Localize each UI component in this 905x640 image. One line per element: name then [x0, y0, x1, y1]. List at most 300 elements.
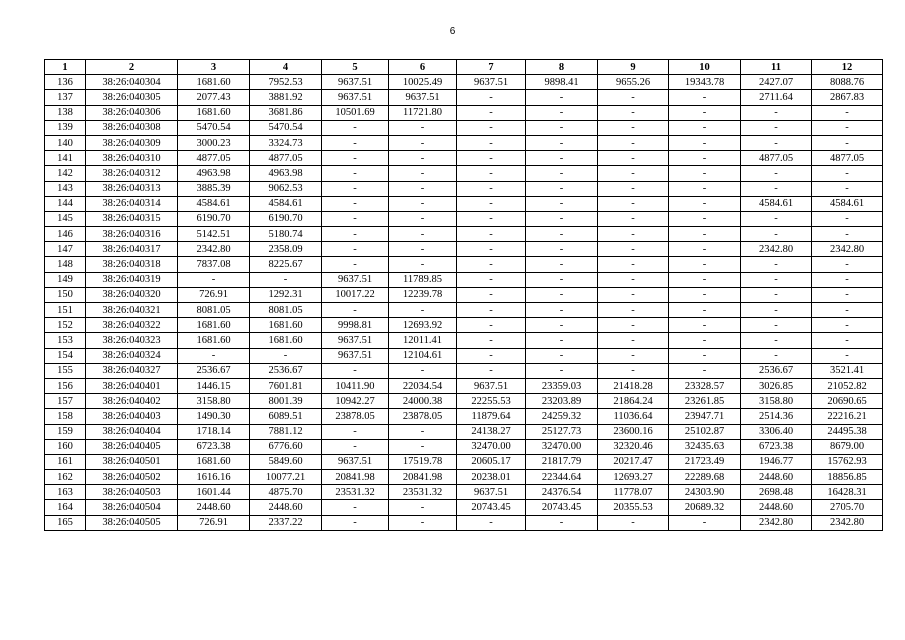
table-cell: 3306.40 [741, 424, 812, 439]
table-cell: 12011.41 [389, 333, 457, 348]
table-cell: - [389, 120, 457, 135]
table-cell: - [457, 242, 526, 257]
table-cell: 22255.53 [457, 394, 526, 409]
table-cell: - [526, 272, 598, 287]
table-cell: - [598, 120, 669, 135]
table-row [45, 485, 883, 500]
table-cell: 161 [45, 454, 86, 469]
table-cell: 157 [45, 394, 86, 409]
table-cell: 145 [45, 211, 86, 226]
table-cell: 6723.38 [178, 439, 250, 454]
table-cell: - [178, 348, 250, 363]
column-header-1: 1 [45, 60, 86, 75]
table-cell: 3158.80 [178, 394, 250, 409]
table-cell: - [457, 196, 526, 211]
table-cell: 9898.41 [526, 75, 598, 90]
table-cell: 23878.05 [389, 409, 457, 424]
table-cell: - [322, 424, 389, 439]
table-cell: - [669, 151, 741, 166]
table-cell: 38:26:040405 [86, 439, 178, 454]
table-cell: 8088.76 [812, 75, 883, 90]
table-cell: 164 [45, 500, 86, 515]
table-cell: 38:26:040504 [86, 500, 178, 515]
table-cell: 20743.45 [526, 500, 598, 515]
table-cell: 32435.63 [669, 439, 741, 454]
table-cell: - [741, 333, 812, 348]
table-cell: 2427.07 [741, 75, 812, 90]
table-cell: 20238.01 [457, 470, 526, 485]
table-cell: - [812, 181, 883, 196]
table-cell: - [741, 181, 812, 196]
table-cell: - [389, 135, 457, 150]
table-cell: 5470.54 [178, 120, 250, 135]
table-cell: - [526, 166, 598, 181]
table-cell: - [741, 303, 812, 318]
table-cell: 38:26:040315 [86, 211, 178, 226]
table-cell: 11778.07 [598, 485, 669, 500]
table-cell: 2342.80 [178, 242, 250, 257]
table-cell: 156 [45, 378, 86, 393]
table-cell: 25102.87 [669, 424, 741, 439]
table-cell: 38:26:040321 [86, 303, 178, 318]
table-cell: - [812, 318, 883, 333]
table-cell: - [669, 166, 741, 181]
table-row [45, 515, 883, 530]
table-cell: 2867.83 [812, 90, 883, 105]
table-cell: 38:26:040503 [86, 485, 178, 500]
column-header-6: 6 [389, 60, 457, 75]
table-cell: - [598, 211, 669, 226]
table-cell: 146 [45, 227, 86, 242]
table-cell: 17519.78 [389, 454, 457, 469]
table-cell: 11721.80 [389, 105, 457, 120]
table-cell: - [526, 515, 598, 530]
table-cell: 9637.51 [322, 348, 389, 363]
table-cell: 10501.69 [322, 105, 389, 120]
table-cell: 22289.68 [669, 470, 741, 485]
table-row [45, 303, 883, 318]
table-cell: 38:26:040324 [86, 348, 178, 363]
table-cell: - [457, 135, 526, 150]
table-cell: - [669, 211, 741, 226]
table-cell: 9637.51 [457, 485, 526, 500]
table-cell: - [526, 135, 598, 150]
table-cell: - [457, 515, 526, 530]
table-cell: 38:26:040505 [86, 515, 178, 530]
table-cell: 1946.77 [741, 454, 812, 469]
table-cell: 2342.80 [812, 242, 883, 257]
table-cell: - [669, 227, 741, 242]
table-cell: - [741, 272, 812, 287]
table-cell: 16428.31 [812, 485, 883, 500]
table-cell: - [812, 120, 883, 135]
table-cell: 3000.23 [178, 135, 250, 150]
table-cell: 20605.17 [457, 454, 526, 469]
table-cell: - [389, 424, 457, 439]
table-cell: 1616.16 [178, 470, 250, 485]
table-cell: - [389, 515, 457, 530]
table-cell: 159 [45, 424, 86, 439]
data-table [44, 59, 883, 531]
column-header-8: 8 [526, 60, 598, 75]
table-cell: - [812, 257, 883, 272]
table-cell: 23878.05 [322, 409, 389, 424]
table-cell: 23359.03 [526, 378, 598, 393]
table-cell: 144 [45, 196, 86, 211]
table-row [45, 151, 883, 166]
table-cell: - [598, 151, 669, 166]
table-cell: - [457, 318, 526, 333]
table-cell: 2077.43 [178, 90, 250, 105]
table-cell: 4584.61 [178, 196, 250, 211]
table-cell: 22034.54 [389, 378, 457, 393]
table-cell: 4963.98 [250, 166, 322, 181]
table-row [45, 470, 883, 485]
table-cell: 38:26:040502 [86, 470, 178, 485]
table-cell: 23531.32 [389, 485, 457, 500]
table-cell: 726.91 [178, 515, 250, 530]
table-cell: - [457, 90, 526, 105]
table-cell: - [526, 151, 598, 166]
table-cell: - [669, 120, 741, 135]
table-cell: 19343.78 [669, 75, 741, 90]
table-cell: 1601.44 [178, 485, 250, 500]
table-cell: - [741, 135, 812, 150]
table-cell: - [389, 166, 457, 181]
table-cell: - [669, 348, 741, 363]
table-cell: - [322, 439, 389, 454]
table-cell: 21817.79 [526, 454, 598, 469]
table-cell: 1681.60 [178, 318, 250, 333]
table-cell: 9637.51 [322, 90, 389, 105]
table-cell: 1681.60 [178, 333, 250, 348]
table-cell: 6776.60 [250, 439, 322, 454]
table-cell: 20355.53 [598, 500, 669, 515]
table-row [45, 439, 883, 454]
table-cell: 5142.51 [178, 227, 250, 242]
table-cell: - [457, 105, 526, 120]
table-cell: - [669, 105, 741, 120]
table-cell: - [322, 196, 389, 211]
table-cell: 22344.64 [526, 470, 598, 485]
table-cell: - [389, 242, 457, 257]
table-cell: - [598, 303, 669, 318]
table-cell: 4877.05 [178, 151, 250, 166]
table-cell: - [457, 333, 526, 348]
table-row [45, 75, 883, 90]
table-cell: 158 [45, 409, 86, 424]
table-cell: - [812, 272, 883, 287]
table-cell: 23600.16 [598, 424, 669, 439]
table-cell: 20743.45 [457, 500, 526, 515]
table-cell: 3521.41 [812, 363, 883, 378]
table-cell: - [526, 363, 598, 378]
table-cell: - [389, 196, 457, 211]
table-cell: - [598, 227, 669, 242]
table-cell: 163 [45, 485, 86, 500]
table-cell: 2711.64 [741, 90, 812, 105]
table-cell: - [598, 318, 669, 333]
table-cell: 23328.57 [669, 378, 741, 393]
table-cell: 1681.60 [250, 333, 322, 348]
table-cell: 38:26:040308 [86, 120, 178, 135]
table-row [45, 196, 883, 211]
table-row [45, 378, 883, 393]
table-cell: 38:26:040327 [86, 363, 178, 378]
table-row [45, 409, 883, 424]
table-row [45, 454, 883, 469]
table-cell: 12104.61 [389, 348, 457, 363]
table-cell: 142 [45, 166, 86, 181]
table-cell: 139 [45, 120, 86, 135]
table-cell: - [812, 303, 883, 318]
table-cell: 10411.90 [322, 378, 389, 393]
table-cell: 38:26:040314 [86, 196, 178, 211]
table-cell: 24376.54 [526, 485, 598, 500]
table-cell: 20690.65 [812, 394, 883, 409]
table-cell: 3681.86 [250, 105, 322, 120]
table-cell: 140 [45, 135, 86, 150]
table-cell: 20689.32 [669, 500, 741, 515]
table-row [45, 90, 883, 105]
table-cell: 160 [45, 439, 86, 454]
table-cell: - [457, 287, 526, 302]
table-cell: - [526, 105, 598, 120]
table-cell: - [741, 318, 812, 333]
table-cell: - [322, 120, 389, 135]
table-cell: - [457, 227, 526, 242]
table-row [45, 424, 883, 439]
table-cell: 23947.71 [669, 409, 741, 424]
table-cell: - [741, 348, 812, 363]
table-cell: 32470.00 [526, 439, 598, 454]
table-cell: 4584.61 [741, 196, 812, 211]
table-cell: 2448.60 [741, 500, 812, 515]
table-cell: 38:26:040316 [86, 227, 178, 242]
table-cell: 24495.38 [812, 424, 883, 439]
table-cell: 2536.67 [741, 363, 812, 378]
table-cell: 11789.85 [389, 272, 457, 287]
table-cell: 20841.98 [389, 470, 457, 485]
table-cell: - [598, 196, 669, 211]
table-cell: 726.91 [178, 287, 250, 302]
table-cell: - [526, 242, 598, 257]
table-cell: 21052.82 [812, 378, 883, 393]
table-cell: - [322, 227, 389, 242]
table-cell: 2358.09 [250, 242, 322, 257]
table-cell: 9062.53 [250, 181, 322, 196]
table-cell: 4875.70 [250, 485, 322, 500]
table-cell: - [669, 272, 741, 287]
table-cell: - [741, 211, 812, 226]
table-cell: 10077.21 [250, 470, 322, 485]
table-cell: 4584.61 [250, 196, 322, 211]
table-cell: - [598, 515, 669, 530]
table-cell: 1681.60 [178, 75, 250, 90]
table-cell: 10025.49 [389, 75, 457, 90]
table-cell: 20217.47 [598, 454, 669, 469]
table-cell: 9637.51 [457, 75, 526, 90]
table-cell: - [598, 257, 669, 272]
table-cell: 23203.89 [526, 394, 598, 409]
table-cell: - [526, 287, 598, 302]
table-cell: 2342.80 [812, 515, 883, 530]
table-cell: 7837.08 [178, 257, 250, 272]
table-cell: 9637.51 [322, 272, 389, 287]
table-cell: 165 [45, 515, 86, 530]
table-cell: - [598, 105, 669, 120]
table-cell: 6190.70 [178, 211, 250, 226]
table-cell: 21723.49 [669, 454, 741, 469]
table-cell: - [250, 348, 322, 363]
table-cell: 5180.74 [250, 227, 322, 242]
table-cell: - [457, 348, 526, 363]
table-cell: 4877.05 [812, 151, 883, 166]
table-cell: 3324.73 [250, 135, 322, 150]
table-cell: 32320.46 [598, 439, 669, 454]
table-cell: - [322, 151, 389, 166]
table-cell: 154 [45, 348, 86, 363]
table-cell: 8225.67 [250, 257, 322, 272]
table-cell: 38:26:040304 [86, 75, 178, 90]
table-cell: 32470.00 [457, 439, 526, 454]
table-row [45, 333, 883, 348]
column-header-10: 10 [669, 60, 741, 75]
table-cell: - [526, 348, 598, 363]
table-cell: 7881.12 [250, 424, 322, 439]
table-cell: 10942.27 [322, 394, 389, 409]
table-cell: - [457, 166, 526, 181]
column-header-7: 7 [457, 60, 526, 75]
table-cell: 38:26:040320 [86, 287, 178, 302]
table-cell: 9637.51 [389, 90, 457, 105]
table-row [45, 105, 883, 120]
table-cell: - [741, 287, 812, 302]
table-cell: 153 [45, 333, 86, 348]
table-cell: - [322, 303, 389, 318]
table-row [45, 348, 883, 363]
table-cell: - [741, 120, 812, 135]
table-cell: - [457, 303, 526, 318]
table-cell: - [322, 166, 389, 181]
table-cell: - [457, 181, 526, 196]
table-cell: 38:26:040404 [86, 424, 178, 439]
table-cell: 3885.39 [178, 181, 250, 196]
table-cell: - [178, 272, 250, 287]
table-cell: 6089.51 [250, 409, 322, 424]
table-cell: - [526, 181, 598, 196]
table-row [45, 135, 883, 150]
table-cell: - [389, 363, 457, 378]
table-cell: - [389, 303, 457, 318]
table-cell: - [598, 135, 669, 150]
table-cell: 2448.60 [250, 500, 322, 515]
table-row [45, 166, 883, 181]
table-cell: - [457, 120, 526, 135]
table-cell: - [457, 211, 526, 226]
table-cell: - [457, 363, 526, 378]
table-cell: - [389, 439, 457, 454]
table-cell: - [322, 242, 389, 257]
table-cell: - [812, 211, 883, 226]
table-cell: 2337.22 [250, 515, 322, 530]
table-cell: - [812, 227, 883, 242]
table-cell: 6723.38 [741, 439, 812, 454]
table-cell: - [598, 348, 669, 363]
table-cell: 21864.24 [598, 394, 669, 409]
table-cell: - [322, 500, 389, 515]
table-cell: - [741, 227, 812, 242]
table-cell: 7952.53 [250, 75, 322, 90]
table-cell: 38:26:040312 [86, 166, 178, 181]
table-cell: - [389, 500, 457, 515]
table-cell: 136 [45, 75, 86, 90]
table-cell: 4877.05 [250, 151, 322, 166]
table-cell: - [812, 135, 883, 150]
table-row [45, 272, 883, 287]
table-cell: 11879.64 [457, 409, 526, 424]
table-row [45, 181, 883, 196]
table-cell: 141 [45, 151, 86, 166]
table-cell: - [526, 90, 598, 105]
table-cell: 147 [45, 242, 86, 257]
table-cell: - [669, 333, 741, 348]
column-header-11: 11 [741, 60, 812, 75]
column-header-9: 9 [598, 60, 669, 75]
column-header-5: 5 [322, 60, 389, 75]
table-cell: 15762.93 [812, 454, 883, 469]
table-cell: - [322, 257, 389, 272]
table-cell: 9637.51 [322, 454, 389, 469]
table-cell: - [457, 257, 526, 272]
table-cell: 3881.92 [250, 90, 322, 105]
table-cell: 9637.51 [457, 378, 526, 393]
table-cell: - [812, 105, 883, 120]
table-cell: - [322, 211, 389, 226]
table-cell: 12693.92 [389, 318, 457, 333]
table-cell: 9655.26 [598, 75, 669, 90]
table-cell: - [322, 135, 389, 150]
table-cell: 151 [45, 303, 86, 318]
table-cell: - [812, 166, 883, 181]
table-row [45, 363, 883, 378]
table-cell: 155 [45, 363, 86, 378]
table-cell: 38:26:040319 [86, 272, 178, 287]
table-cell: - [669, 242, 741, 257]
column-header-2: 2 [86, 60, 178, 75]
table-cell: - [526, 227, 598, 242]
table-cell: 23531.32 [322, 485, 389, 500]
table-cell: 1446.15 [178, 378, 250, 393]
column-header-12: 12 [812, 60, 883, 75]
table-cell: - [598, 333, 669, 348]
table-row [45, 394, 883, 409]
table-cell: 11036.64 [598, 409, 669, 424]
header-row [45, 60, 883, 75]
table-row [45, 318, 883, 333]
table-cell: 150 [45, 287, 86, 302]
table-cell: 4963.98 [178, 166, 250, 181]
table-cell: 9998.81 [322, 318, 389, 333]
table-cell: 7601.81 [250, 378, 322, 393]
table-cell: - [389, 181, 457, 196]
table-cell: 148 [45, 257, 86, 272]
table-cell: - [526, 333, 598, 348]
table-cell: 8081.05 [178, 303, 250, 318]
table-cell: - [741, 166, 812, 181]
table-cell: 5849.60 [250, 454, 322, 469]
table-cell: - [812, 287, 883, 302]
